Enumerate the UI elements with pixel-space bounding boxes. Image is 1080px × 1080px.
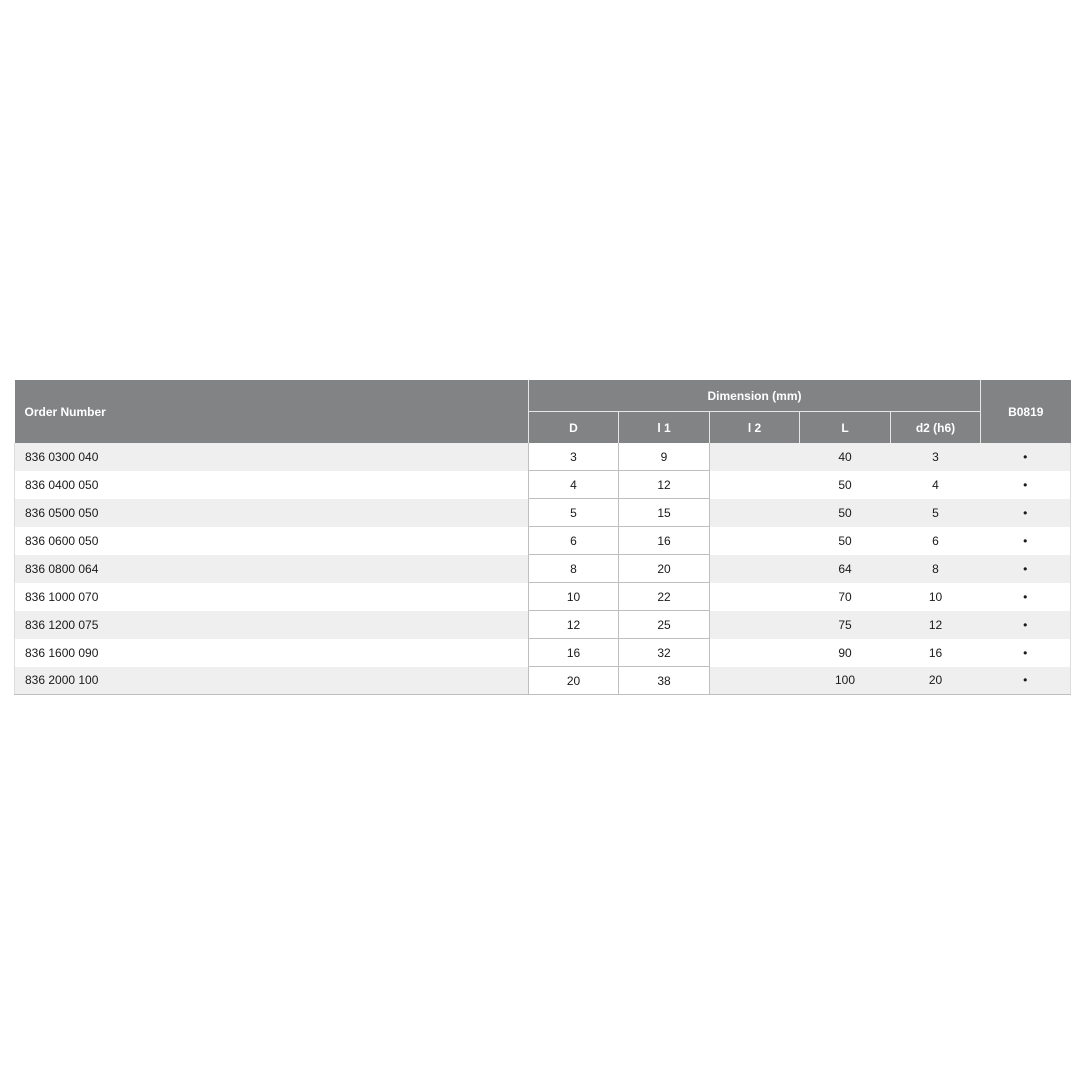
table-row	[15, 527, 1071, 555]
dimension-spec-table	[14, 380, 1071, 695]
table-row	[15, 611, 1071, 639]
l1-cell: 9	[619, 443, 710, 471]
table-row	[15, 583, 1071, 611]
l2-cell	[710, 443, 800, 471]
diameter-cell: 20	[529, 667, 619, 695]
l1-cell: 25	[619, 611, 710, 639]
table-row	[15, 555, 1071, 583]
availability-dot-cell: •	[981, 527, 1071, 555]
l2-cell	[710, 639, 800, 667]
l2-cell	[710, 667, 800, 695]
l1-cell: 12	[619, 471, 710, 499]
d2-cell: 5	[891, 499, 981, 527]
header-col-l2: l 2	[710, 412, 800, 444]
d2-cell: 10	[891, 583, 981, 611]
availability-dot-cell: •	[981, 499, 1071, 527]
d2-cell: 8	[891, 555, 981, 583]
table-body	[15, 443, 1071, 695]
l1-cell: 20	[619, 555, 710, 583]
table-header	[15, 380, 1071, 443]
availability-dot-cell: •	[981, 555, 1071, 583]
availability-dot-cell: •	[981, 583, 1071, 611]
d2-cell: 3	[891, 443, 981, 471]
d2-cell: 16	[891, 639, 981, 667]
order-number-cell: 836 1600 090	[15, 639, 529, 667]
order-number-cell: 836 2000 100	[15, 667, 529, 695]
l1-cell: 15	[619, 499, 710, 527]
availability-dot-cell: •	[981, 443, 1071, 471]
l1-cell: 32	[619, 639, 710, 667]
length-cell: 75	[800, 611, 891, 639]
availability-dot-cell: •	[981, 611, 1071, 639]
availability-dot-cell: •	[981, 667, 1071, 695]
order-number-cell: 836 0400 050	[15, 471, 529, 499]
diameter-cell: 16	[529, 639, 619, 667]
diameter-cell: 5	[529, 499, 619, 527]
diameter-cell: 10	[529, 583, 619, 611]
header-order-number: Order Number	[15, 380, 529, 443]
length-cell: 50	[800, 471, 891, 499]
header-col-d: D	[529, 412, 619, 444]
length-cell: 40	[800, 443, 891, 471]
l2-cell	[710, 611, 800, 639]
length-cell: 64	[800, 555, 891, 583]
length-cell: 90	[800, 639, 891, 667]
table-row	[15, 499, 1071, 527]
order-number-cell: 836 0600 050	[15, 527, 529, 555]
header-col-d2: d2 (h6)	[891, 412, 981, 444]
diameter-cell: 3	[529, 443, 619, 471]
length-cell: 70	[800, 583, 891, 611]
diameter-cell: 8	[529, 555, 619, 583]
availability-dot-cell: •	[981, 639, 1071, 667]
l1-cell: 22	[619, 583, 710, 611]
d2-cell: 12	[891, 611, 981, 639]
order-number-cell: 836 0500 050	[15, 499, 529, 527]
l2-cell	[710, 527, 800, 555]
d2-cell: 4	[891, 471, 981, 499]
length-cell: 100	[800, 667, 891, 695]
header-b-code: B0819	[981, 380, 1071, 443]
length-cell: 50	[800, 527, 891, 555]
table-row	[15, 639, 1071, 667]
order-number-cell: 836 1000 070	[15, 583, 529, 611]
diameter-cell: 12	[529, 611, 619, 639]
l2-cell	[710, 555, 800, 583]
l1-cell: 16	[619, 527, 710, 555]
l2-cell	[710, 499, 800, 527]
table-row	[15, 471, 1071, 499]
diameter-cell: 4	[529, 471, 619, 499]
l2-cell	[710, 583, 800, 611]
header-col-length: L	[800, 412, 891, 444]
l2-cell	[710, 471, 800, 499]
diameter-cell: 6	[529, 527, 619, 555]
order-number-cell: 836 1200 075	[15, 611, 529, 639]
order-number-cell: 836 0800 064	[15, 555, 529, 583]
order-number-cell: 836 0300 040	[15, 443, 529, 471]
availability-dot-cell: •	[981, 471, 1071, 499]
header-dimension-group: Dimension (mm)	[529, 380, 981, 412]
header-col-l1: l 1	[619, 412, 710, 444]
table-row	[15, 443, 1071, 471]
l1-cell: 38	[619, 667, 710, 695]
d2-cell: 6	[891, 527, 981, 555]
table-row	[15, 667, 1071, 695]
d2-cell: 20	[891, 667, 981, 695]
length-cell: 50	[800, 499, 891, 527]
